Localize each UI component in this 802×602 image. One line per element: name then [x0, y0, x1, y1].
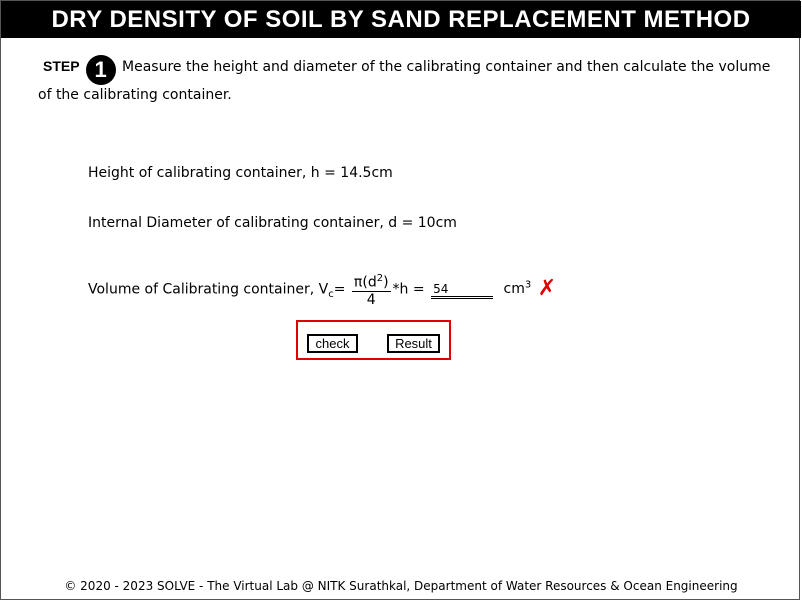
- volume-equation: [88, 271, 556, 307]
- volume-label: Volume of Calibrating container, V: [88, 281, 329, 298]
- action-button-group: [296, 320, 451, 360]
- step-number-badge: 1: [86, 55, 116, 85]
- volume-subscript: c: [328, 289, 334, 301]
- diameter-info: Internal Diameter of calibrating container, d = 10cm: [88, 215, 457, 231]
- footer-copyright: © 2020 - 2023 SOLVE - The Virtual Lab @ NITK Surathkal, Department of Water Resources & Ocean Engineering: [64, 579, 738, 593]
- equals-sign: =: [333, 281, 346, 298]
- volume-answer-field[interactable]: 54: [431, 282, 493, 299]
- volume-formula-fraction: [352, 271, 391, 308]
- formula-tail: *h =: [392, 281, 425, 298]
- step-text: Measure the height and diameter of the calibrating container and then calculate the volume of the calibrating container.: [38, 59, 771, 103]
- page-title: DRY DENSITY OF SOIL BY SAND REPLACEMENT METHOD: [1, 1, 801, 38]
- step-instruction: [38, 55, 778, 105]
- volume-unit: $cm^3$: [503, 279, 532, 298]
- height-info: Height of calibrating container, h = 14.5cm: [88, 165, 393, 181]
- wrong-answer-icon: ✗: [537, 276, 557, 302]
- check-button[interactable]: check: [307, 334, 358, 353]
- result-button[interactable]: Result: [387, 334, 440, 353]
- formula-numerator: $\pi(d^2)$: [353, 273, 389, 291]
- formula-denominator: 4: [366, 291, 376, 308]
- step-label: STEP: [43, 58, 80, 74]
